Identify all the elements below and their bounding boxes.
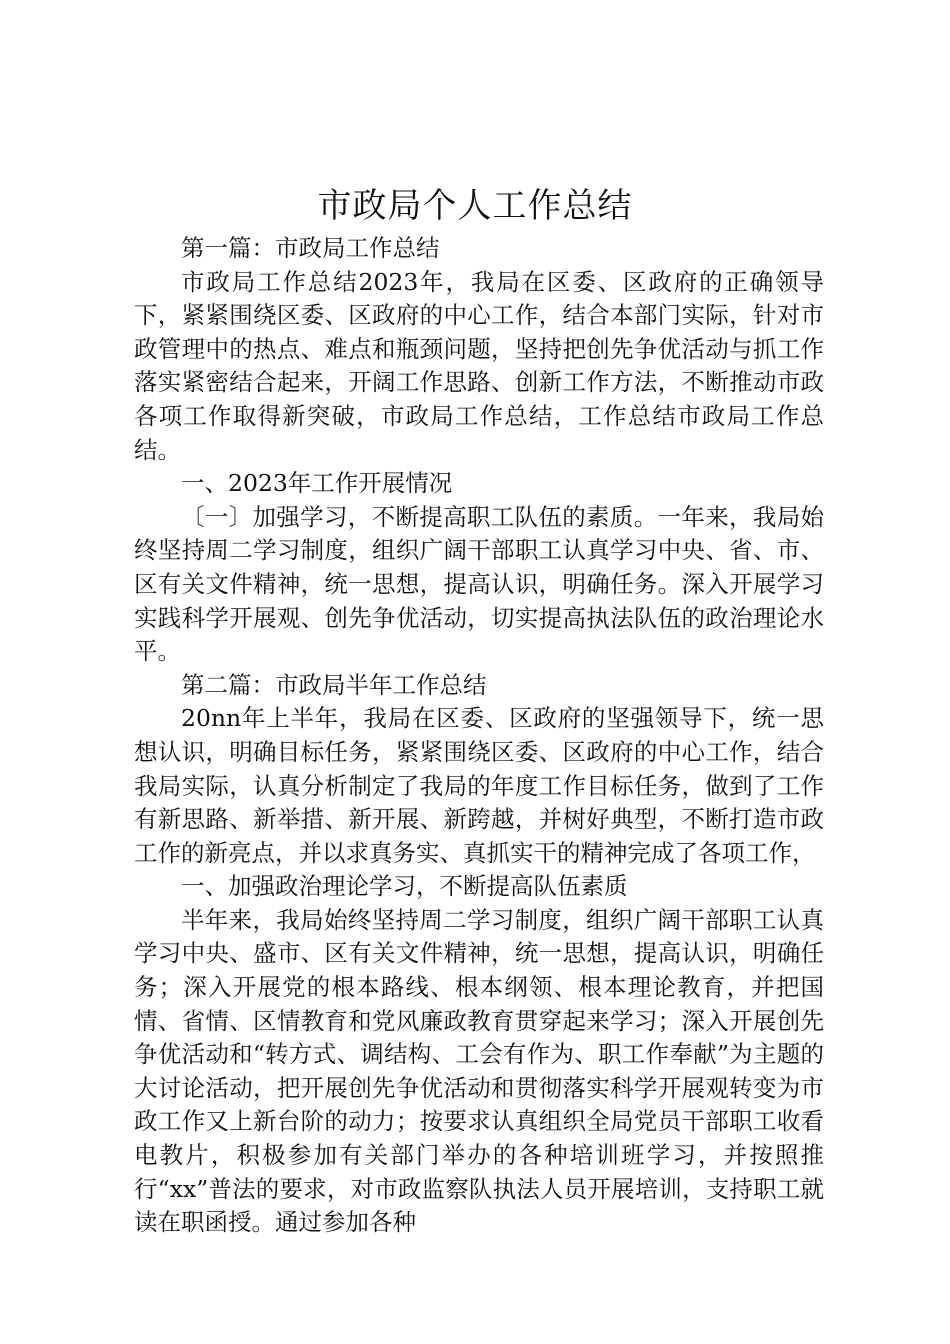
section-heading-part-two: 第二篇：市政局半年工作总结 [181, 670, 487, 699]
body-paragraph: 〔一〕加强学习，不断提高职工队伍的素质。一年来，我局始终坚持周二学习制度，组织广阔干部职工认真学习中央、省、市、区有关文件精神，统一思想，提高认识，明确任务。深入开展学习实践科学开展观、创先争优活动，切实提高执法队伍的政治理论水平。 [134, 502, 824, 666]
body-paragraph: 20nn年上半年，我局在区委、区政府的坚强领导下，统一思想认识，明确目标任务，紧紧围绕区委、区政府的中心工作，结合我局实际，认真分析制定了我局的年度工作目标任务，做到了工作有新思路、新举措、新开展、新跨越，并树好典型，不断打造市政工作的新亮点，并以求真务实、真抓实干的精神完成了各项工作， [134, 704, 824, 867]
document-body [134, 232, 824, 1240]
section-heading: 一、2023年工作开展情况 [181, 469, 453, 498]
document-title: 市政局个人工作总结 [317, 186, 633, 226]
section-heading: 一、加强政治理论学习，不断提高队伍素质 [181, 872, 628, 901]
body-paragraph: 半年来，我局始终坚持周二学习制度，组织广阔干部职工认真学习中央、盛市、区有关文件精神，统一思想，提高认识，明确任务；深入开展党的根本路线、根本纲领、根本理论教育，并把国情、省情、区情教育和党风廉政教育贯穿起来学习；深入开展创先争优活动和“转方式、调结构、工会有作为、职工作奉献”为主题的大讨论活动，把开展创先争优活动和贯彻落实科学开展观转变为市政工作又上新台阶的动力；按要求认真组织全局党员干部职工收看电教片，积极参加有关部门举办的各种培训班学习，并按照推行“xx”普法的要求，对市政监察队执法人员开展培训，支持职工就读在职函授。通过参加各种 [134, 905, 824, 1237]
section-heading-part-one: 第一篇：市政局工作总结 [181, 234, 440, 262]
body-paragraph: 市政局工作总结2023年，我局在区委、区政府的正确领导下，紧紧围绕区委、区政府的中心工作，结合本部门实际，针对市政管理中的热点、难点和瓶颈问题，坚持把创先争优活动与抓工作落实紧密结合起来，开阔工作思路、创新工作方法，不断推动市政各项工作取得新突破，市政局工作总结，工作总结市政局工作总结。 [134, 267, 824, 464]
